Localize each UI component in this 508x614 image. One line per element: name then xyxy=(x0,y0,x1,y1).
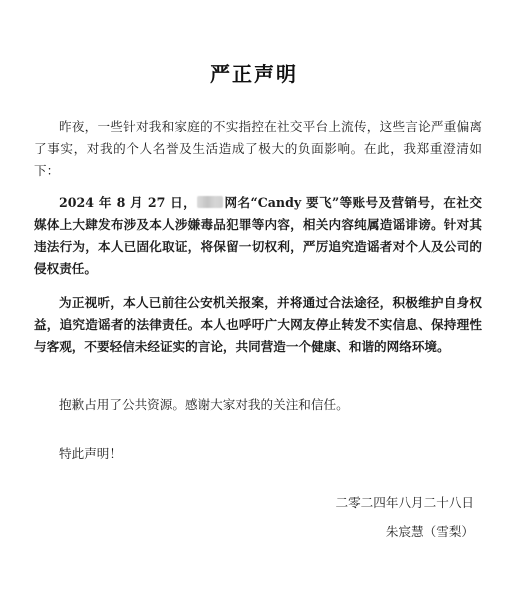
statement-date: 二零二四年八月二十八日 xyxy=(335,495,474,510)
paragraph-incident xyxy=(34,192,482,280)
paragraph-closing: 特此声明！ xyxy=(59,446,122,461)
document-title: 严正声明 xyxy=(210,62,298,86)
statement-signer: 朱宸慧（雪梨） xyxy=(385,524,474,539)
paragraph-apology: 抱歉占用了公共资源。感谢大家对我的关注和信任。 xyxy=(59,397,349,412)
redacted-name xyxy=(197,196,223,208)
incident-date-text: 2024 年 8 月 27 日， xyxy=(59,195,197,210)
paragraph-legal-action: 为正视听，本人已前往公安机关报案，并将通过合法途径，积极维护自身权益，追究造谣者的法律责任。本人也呼吁广大网友停止转发不实信息、保持理性与客观，不要轻信未经证实的言论，共同营造一个健康、和谐的网络环境。 xyxy=(34,295,482,354)
paragraph-intro: 昨夜，一些针对我和家庭的不实指控在社交平台上流传，这些言论严重偏离了事实，对我的个人名誉及生活造成了极大的负面影响。在此，我郑重澄清如下： xyxy=(34,119,482,178)
incident-details-text: 网名“Candy 要飞”等账号及营销号，在社交媒体上大肆发布涉及本人涉嫌毒品犯罪等内容，相关内容纯属造谣诽谤。针对其违法行为，本人已固化取证，将保留一切权利，严厉追究造谣者对个人及公司的侵权责任。 xyxy=(34,195,482,276)
